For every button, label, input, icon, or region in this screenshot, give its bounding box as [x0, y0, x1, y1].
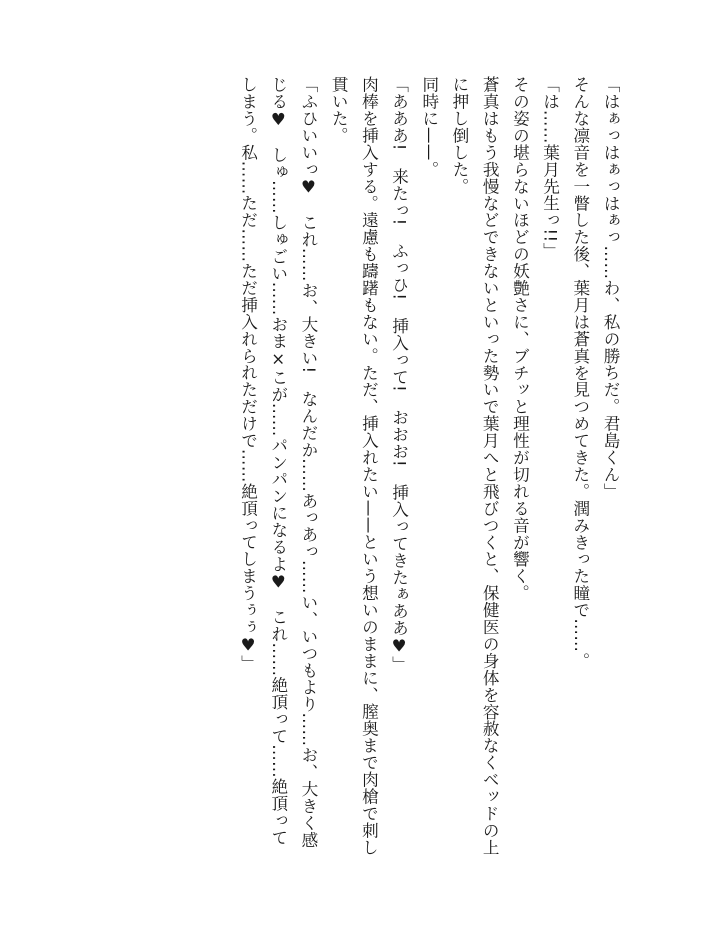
- text-line: その姿の堪らないほどの妖艶さに、ブチッと理性が切れる音が響く。: [510, 76, 530, 602]
- text-line: 「あああ! 来たっ! ふっひ! 挿入って! おおお! 挿入ってきたぁああ♥」: [389, 76, 409, 673]
- vertical-text-body: [232, 76, 625, 856]
- text-line: そんな凛音を一瞥した後、葉月は蒼真を見つめてきた。潤みきった瞳で……。: [570, 76, 590, 670]
- text-line: 「ふひいいっ♥ これ……お、大きい! なんだか……あっあっ……い、いつもより……お、大きく感じる♥ しゅ……しゅごい……おま×こが……パンパンになるよ♥ これ……絶頂って……絶頂ってしまう。私……ただ……ただ挿入れられただけで……絶頂ってしまうぅぅ♥」: [238, 76, 318, 849]
- text-line: 同時に——。: [419, 76, 439, 178]
- text-line: 肉棒を挿入する。遠慮も躊躇もない。ただ、挿入れたい——という想いのままに、膣奥まで肉槍で刺し貫いた。: [329, 76, 379, 856]
- text-line: 蒼真はもう我慢などできないといった勢いで葉月へと飛びつくと、保健医の身体を容赦なくベッドの上に押し倒した。: [449, 76, 500, 856]
- text-line: 「はぁっはぁっはぁっ……わ、私の勝ちだ。君島くん」: [601, 76, 620, 500]
- text-line: 「は……葉月先生っ!!」: [540, 76, 560, 260]
